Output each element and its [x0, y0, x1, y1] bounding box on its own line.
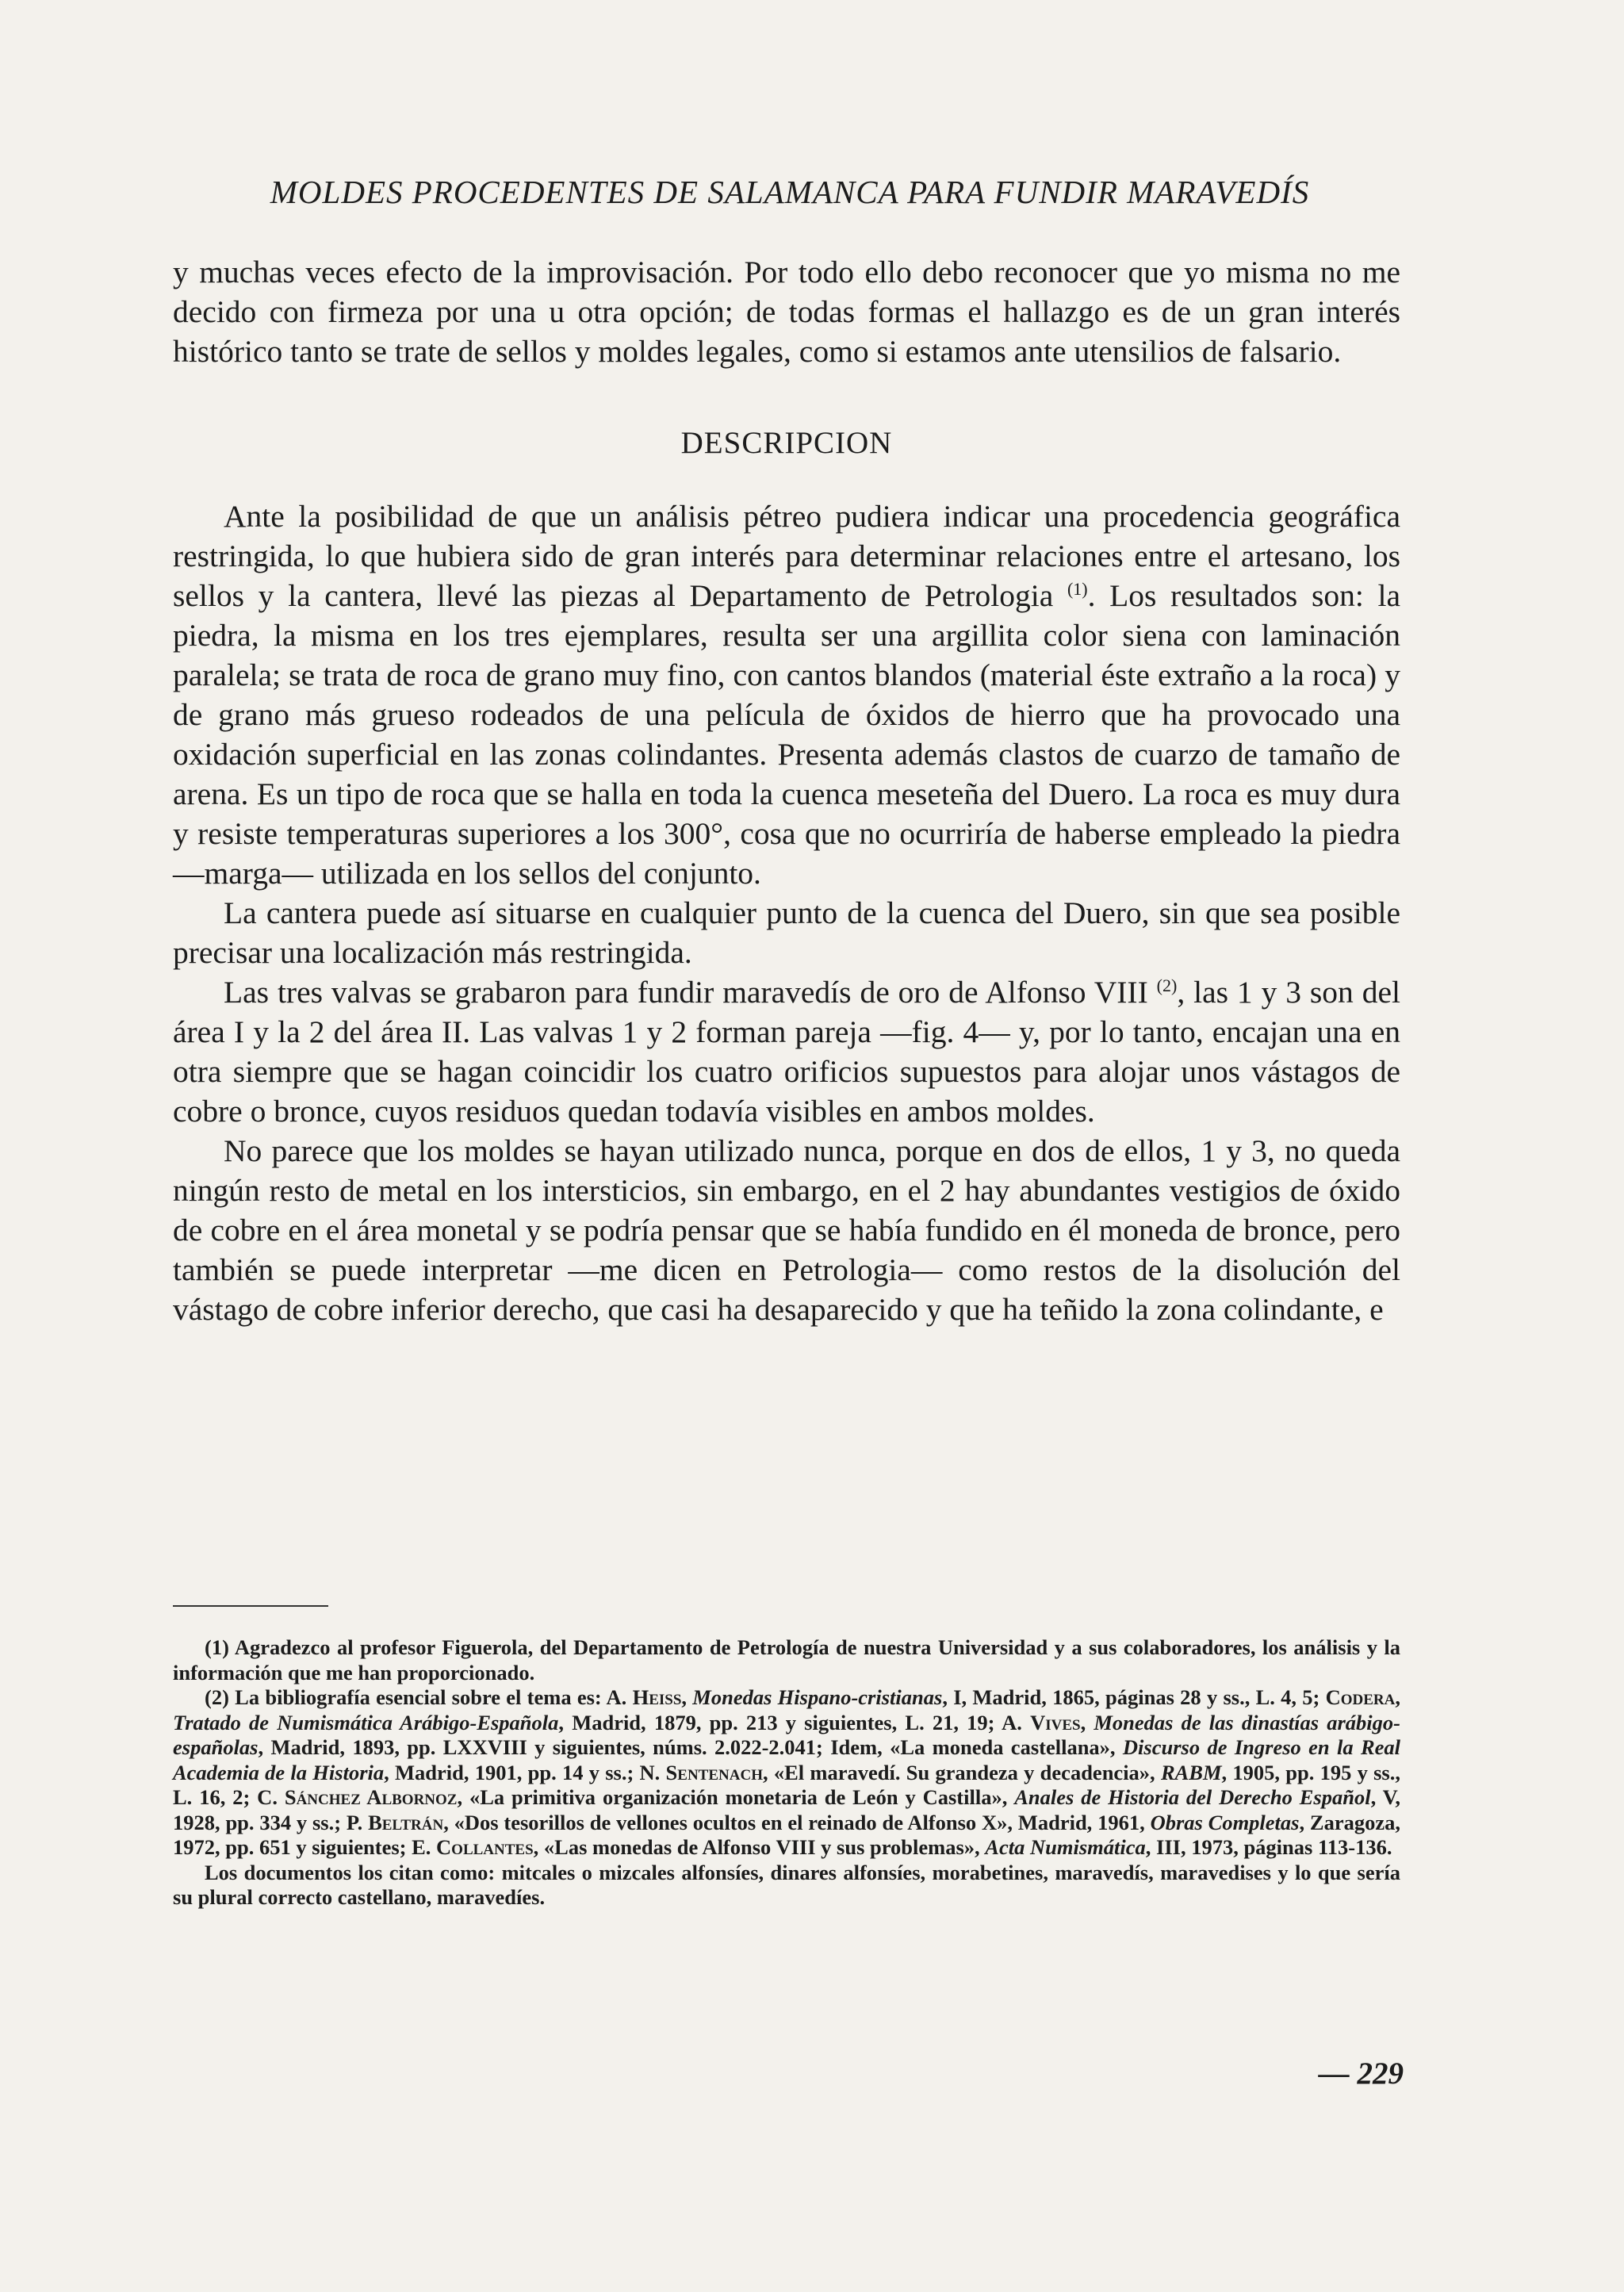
work-title: Monedas Hispano-cristianas: [692, 1685, 943, 1709]
footnote-text: , «El maravedí. Su grandeza y decadencia»,: [762, 1760, 1161, 1784]
footnote-text: , I, Madrid, 1865, páginas 28 y ss., L. 4, 5;: [942, 1685, 1326, 1709]
footnote-2: [173, 1685, 1400, 1861]
footnote-ref-1[interactable]: (1): [1067, 578, 1088, 599]
work-title: Monedas de las dinastías arábigo-españolas: [173, 1710, 1400, 1759]
paragraph-text: Las tres valvas se grabaron para fundir maravedís de oro de Alfonso VIII: [224, 975, 1157, 1010]
author-name: Heiss: [632, 1685, 682, 1709]
footnote-text: , III, 1973, páginas 113-136.: [1145, 1835, 1392, 1859]
paragraph-quarry: La cantera puede así situarse en cualquier punto de la cuenca del Duero, sin que sea posible precisar una localización más restringida.: [173, 895, 1400, 970]
author-name: Vives: [1030, 1710, 1081, 1734]
footnote-text: ,: [1395, 1685, 1401, 1709]
section-title: DESCRIPCION: [680, 426, 893, 460]
intro-paragraph: y muchas veces efecto de la improvisación. Por todo ello debo reconocer que yo misma no me decido con firmeza por una u otra opción; de todas formas el hallazgo es de un gran interés histórico tanto se trate de sellos y moldes legales, como si estamos ante utensilios de falsario.: [173, 255, 1400, 369]
author-name: Collantes: [436, 1835, 534, 1859]
paragraph-molds-usage: No parece que los moldes se hayan utilizado nunca, porque en dos de ellos, 1 y 3, no queda ningún resto de metal en los intersticios, sin embargo, en el 2 hay abundantes vestigios de óxido de cobre en el área monetal y se podría pensar que se había fundido en él moneda de bronce, pero también se puede interpretar —me dicen en Petrologia— como restos de la disolución del vástago de cobre inferior derecho, que casi ha desaparecido y que ha teñido la zona colindante, e: [173, 1133, 1400, 1327]
author-name: Sentenach: [665, 1760, 763, 1784]
running-head: MOLDES PROCEDENTES DE SALAMANCA PARA FUNDIR MARAVEDÍS: [270, 174, 1310, 210]
footnote-2-continuation: Los documentos los citan como: mitcales o mizcales alfonsíes, dinares alfonsíes, morabetines, maravedís, maravedises y lo que sería su plural correcto castellano, maravedíes.: [173, 1860, 1400, 1909]
page-number: — 229: [1318, 2056, 1404, 2091]
work-title: RABM: [1160, 1760, 1222, 1784]
author-name: Beltrán: [368, 1810, 444, 1834]
footnote-text: , Madrid, 1901, pp. 14 y ss.; N.: [384, 1760, 666, 1784]
footnote-text: , Madrid, 1879, pp. 213 y siguientes, L. 21, 19; A.: [558, 1710, 1031, 1734]
footnote-text: ,: [681, 1685, 693, 1709]
work-title: Tratado de Numismática Arábigo-Española: [173, 1710, 559, 1734]
paragraph-text: . Los resultados son: la piedra, la misma en los tres ejemplares, resulta ser una argillita color siena con laminación paralela; se trata de roca de grano muy fino, con cantos blandos (material éste extraño a la roca) y de grano más grueso rodeados de una película de óxidos de hierro que ha provocado una oxidación superficial en las zonas colindantes. Presenta además clastos de cuarzo de tamaño de arena. Es un tipo de roca que se halla en toda la cuenca meseteña del Duero. La roca es muy dura y resiste temperaturas superiores a los 300°, cosa que no ocurriría de haberse empleado la piedra —marga— utilizada en los sellos del conjunto.: [173, 578, 1400, 891]
footnote-divider: [173, 1605, 328, 1607]
paragraph-petrology: [173, 496, 1400, 893]
footnote-text: ,: [1080, 1710, 1094, 1734]
footnote-ref-2[interactable]: (2): [1156, 975, 1178, 995]
paragraph-text: Ante la posibilidad de que un análisis pétreo pudiera indicar una procedencia geográfica restringida, lo que hubiera sido de gran interés para determinar relaciones entre el artesano, los sellos y la cantera, llevé las piezas al Departamento de Petrologia: [173, 499, 1400, 613]
footnote-text: , «Las monedas de Alfonso VIII y sus problemas»,: [533, 1835, 986, 1859]
footnotes: [173, 1635, 1400, 1911]
work-title: Obras Completas: [1150, 1810, 1300, 1834]
footnote-text: , «Dos tesorillos de vellones ocultos en el reinado de Alfonso X», Madrid, 1961,: [443, 1810, 1151, 1834]
body-text: [173, 252, 1400, 1329]
author-name: Codera: [1325, 1685, 1396, 1709]
work-title: Discurso de Ingreso en la Real Academia de la Historia: [173, 1735, 1400, 1784]
footnote-text: , 1905, pp. 195 y ss., L. 16, 2; C.: [173, 1760, 1400, 1809]
footnote-1: (1) Agradezco al profesor Figuerola, del Departamento de Petrología de nuestra Universidad y a sus colaboradores, los análisis y la información que me han proporcionado.: [173, 1635, 1400, 1685]
footnote-text: (2) La bibliografía esencial sobre el tema es: A.: [205, 1685, 633, 1709]
footnote-text: , Zaragoza, 1972, pp. 651 y siguientes; E.: [173, 1810, 1400, 1859]
paragraph-text: , las 1 y 3 son del área I y la 2 del área II. Las valvas 1 y 2 forman pareja —fig. 4— y, por lo tanto, encajan una en otra siempre que se hagan coincidir los cuatro orificios supuestos para alojar unos vástagos de cobre o bronce, cuyos residuos quedan todavía visibles en ambos moldes.: [173, 975, 1400, 1129]
author-name: Sánchez Albornoz: [284, 1785, 458, 1809]
paragraph-valves: [173, 972, 1400, 1131]
footnote-text: , Madrid, 1893, pp. LXXVIII y siguientes, núms. 2.022-2.041; Idem, «La moneda castellana»,: [258, 1735, 1123, 1759]
footnote-text: , «La primitiva organización monetaria de León y Castilla»,: [457, 1785, 1015, 1809]
work-title: Anales de Historia del Derecho Español: [1014, 1785, 1371, 1809]
work-title: Acta Numismática: [985, 1835, 1146, 1859]
footnote-text: , V, 1928, pp. 334 y ss.; P.: [173, 1785, 1400, 1834]
